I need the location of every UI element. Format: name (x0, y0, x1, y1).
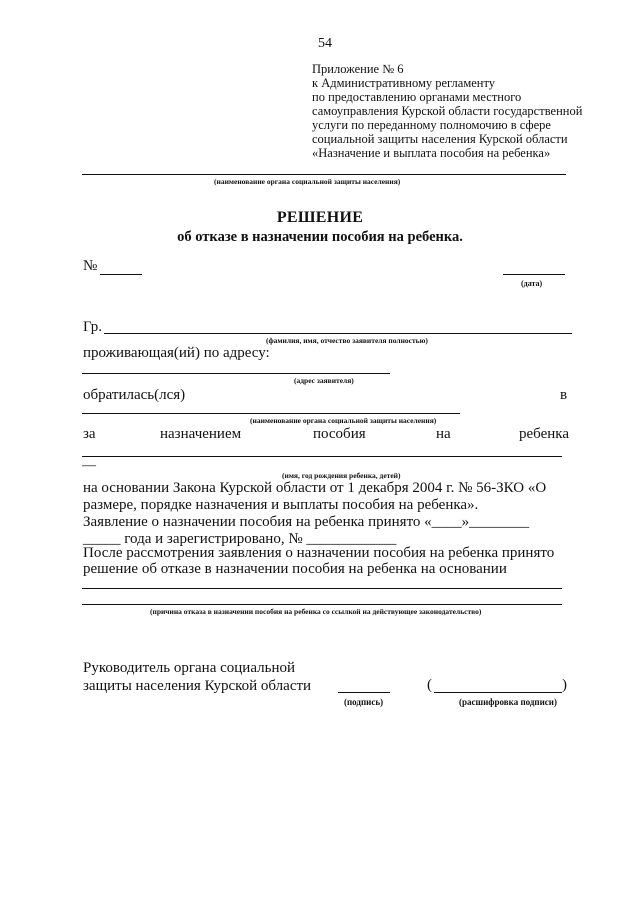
org-caption: (наименование органа социальной защиты населения) (214, 177, 401, 186)
purpose-word: на (436, 426, 451, 442)
decoding-caption: (расшифровка подписи) (459, 697, 557, 707)
address-line (82, 373, 390, 374)
purpose-word: за (83, 426, 96, 442)
statement-line: Заявление о назначении пособия на ребенка принято «____»________ (83, 514, 530, 530)
paren-close: ) (562, 677, 567, 693)
org-name-line (82, 174, 566, 175)
appendix-line: услуги по переданному полномочию в сфере (312, 118, 551, 132)
decision-line: решение об отказе в назначении пособия на ребенка на основании (83, 561, 507, 577)
reason-line (82, 588, 562, 589)
applied-org-line (82, 413, 460, 414)
residing-label: проживающая(ий) по адресу: (83, 345, 270, 361)
statement-line: _____ года и зарегистрировано, № ____________ (83, 531, 397, 547)
date-caption: (дата) (521, 279, 543, 288)
fio-line (104, 333, 572, 334)
appendix-line: социальной защиты населения Курской области (312, 132, 568, 146)
signature-caption: (подпись) (344, 697, 384, 707)
fio-caption: (фамилия, имя, отчество заявителя полностью) (266, 336, 428, 345)
number-line (100, 274, 142, 275)
applied-label: обратилась(лся) (83, 387, 186, 403)
appendix-line: самоуправления Курской области государственной (312, 104, 583, 118)
appendix-line: к Административному регламенту (312, 76, 496, 90)
purpose-word: пособия (313, 426, 366, 442)
purpose-word: ребенка (519, 426, 569, 442)
address-caption: (адрес заявителя) (294, 376, 354, 385)
head-line: Руководитель органа социальной (83, 660, 295, 676)
child-caption: (имя, год рождения ребенка, детей) (282, 471, 401, 480)
reason-caption: (причина отказа в назначении пособия на ребенка со ссылкой на действующее законодательство) (150, 607, 482, 616)
date-line (503, 274, 565, 275)
reason-line (82, 604, 562, 605)
law-line: на основании Закона Курской области от 1 декабря 2004 г. № 56-ЗКО «О (83, 480, 547, 496)
org-caption-2: (наименование органа социальной защиты населения) (250, 416, 437, 425)
dash: — (82, 458, 96, 473)
document-title: РЕШЕНИЕ (276, 209, 364, 226)
purpose-word: назначением (160, 426, 242, 442)
citizen-label: Гр. (83, 319, 102, 335)
appendix-title: Приложение № 6 (312, 62, 404, 76)
signature-line (338, 692, 390, 693)
decoding-line (434, 692, 562, 693)
document-subtitle: об отказе в назначении пособия на ребенка. (177, 229, 463, 245)
page-number: 54 (318, 36, 332, 51)
paren-open: ( (427, 677, 432, 693)
head-line: защиты населения Курской области (83, 678, 312, 694)
decision-line: После рассмотрения заявления о назначении пособия на ребенка принято (83, 545, 555, 561)
appendix-line: «Назначение и выплата пособия на ребенка» (312, 146, 551, 160)
appendix-line: по предоставлению органами местного (312, 90, 522, 104)
applied-in: в (560, 387, 568, 403)
number-label: № (83, 258, 98, 274)
child-line (82, 456, 562, 457)
law-line: размере, порядке назначения и выплаты пособия на ребенка». (83, 497, 479, 513)
